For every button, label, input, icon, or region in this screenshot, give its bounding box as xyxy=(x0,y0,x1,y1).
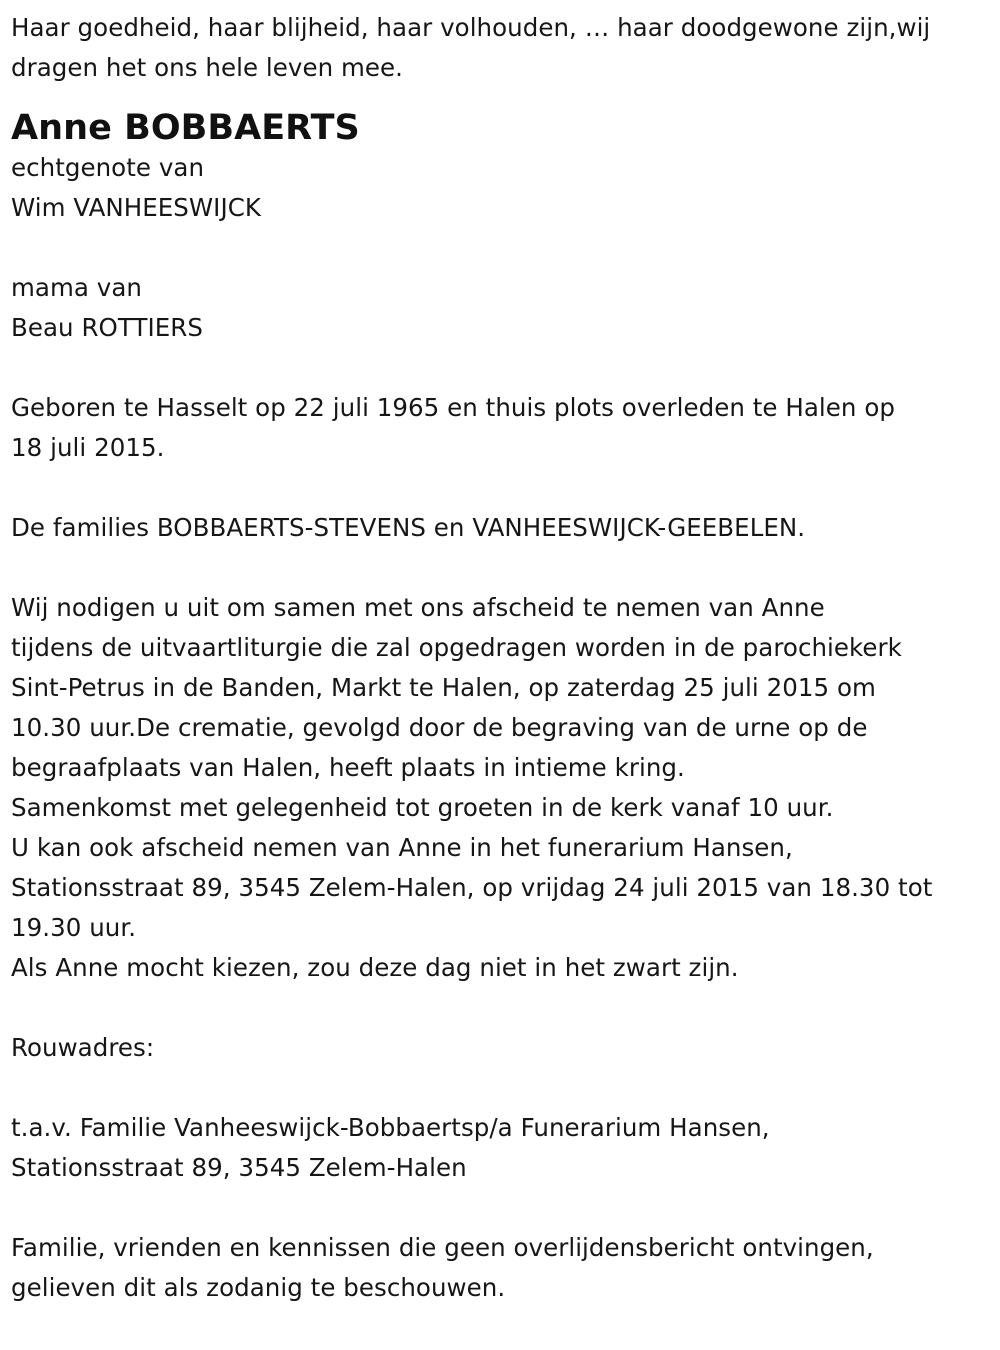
invitation-line: Wij nodigen u uit om samen met ons afscheid te nemen van Anne xyxy=(11,593,825,622)
birth-death-section xyxy=(11,388,996,468)
child-name: Beau ROTTIERS xyxy=(11,313,203,342)
mourning-address-line: t.a.v. Familie Vanheeswijck-Bobbaertsp/a Funerarium Hansen, xyxy=(11,1113,770,1142)
mourning-address-label: Rouwadres: xyxy=(11,1033,155,1062)
mourning-address-line: Stationsstraat 89, 3545 Zelem-Halen xyxy=(11,1153,467,1182)
invitation-line: tijdens de uitvaartliturgie die zal opgedragen worden in de parochiekerk xyxy=(11,633,902,662)
quote-line: Haar goedheid, haar blijheid, haar volhouden, … haar doodgewone zijn,wij xyxy=(11,13,931,42)
spacer xyxy=(11,228,996,268)
opening-quote xyxy=(11,8,996,88)
invitation-line: 10.30 uur.De crematie, gevolgd door de begraving van de urne op de xyxy=(11,713,868,742)
quote-line: dragen het ons hele leven mee. xyxy=(11,53,403,82)
spacer xyxy=(11,468,996,508)
invitation-line: Samenkomst met gelegenheid tot groeten in de kerk vanaf 10 uur. xyxy=(11,793,834,822)
obituary-notice xyxy=(11,8,996,1308)
deceased-name: Anne BOBBAERTS xyxy=(11,108,360,148)
invitation-line: begraafplaats van Halen, heeft plaats in intieme kring. xyxy=(11,753,685,782)
invitation-line: Als Anne mocht kiezen, zou deze dag niet in het zwart zijn. xyxy=(11,953,739,982)
spouse-relation: echtgenote van xyxy=(11,153,205,182)
mourning-address-section xyxy=(11,1108,996,1188)
birth-death-line: 18 juli 2015. xyxy=(11,433,165,462)
closing-line: Familie, vrienden en kennissen die geen overlijdensbericht ontvingen, xyxy=(11,1233,874,1262)
mourning-address-label-section xyxy=(11,1028,996,1068)
invitation-line: U kan ook afscheid nemen van Anne in het funerarium Hansen, xyxy=(11,833,793,862)
birth-death-line: Geboren te Hasselt op 22 juli 1965 en thuis plots overleden te Halen op xyxy=(11,393,895,422)
spacer xyxy=(11,348,996,388)
families-line: De families BOBBAERTS-STEVENS en VANHEESWIJCK-GEEBELEN. xyxy=(11,513,806,542)
invitation-line: 19.30 uur. xyxy=(11,913,137,942)
closing-section xyxy=(11,1228,996,1308)
closing-line: gelieven dit als zodanig te beschouwen. xyxy=(11,1273,506,1302)
child-relation: mama van xyxy=(11,273,142,302)
spacer xyxy=(11,1188,996,1228)
invitation-line: Sint-Petrus in de Banden, Markt te Halen, op zaterdag 25 juli 2015 om xyxy=(11,673,876,702)
invitation-section xyxy=(11,588,996,988)
child-section xyxy=(11,268,996,348)
families-section xyxy=(11,508,996,548)
spouse-section xyxy=(11,148,996,228)
invitation-line: Stationsstraat 89, 3545 Zelem-Halen, op vrijdag 24 juli 2015 van 18.30 tot xyxy=(11,873,933,902)
spouse-name: Wim VANHEESWIJCK xyxy=(11,193,262,222)
spacer xyxy=(11,988,996,1028)
spacer xyxy=(11,1068,996,1108)
spacer xyxy=(11,548,996,588)
